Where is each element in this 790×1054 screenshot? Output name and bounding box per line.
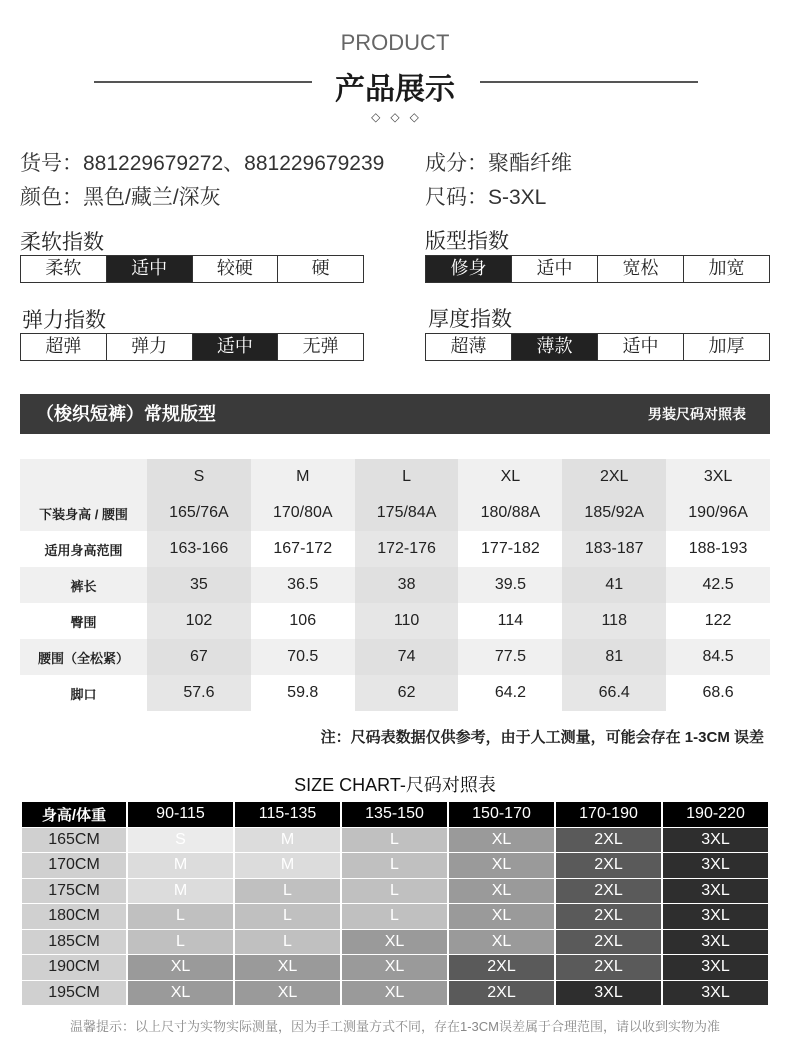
info-material: 成分：聚酯纤维 bbox=[425, 152, 572, 175]
table-row bbox=[20, 639, 770, 675]
chart-weight-header: 115-135 bbox=[235, 802, 340, 827]
chart-size-cell: XL bbox=[449, 853, 554, 878]
banner-right-text: 男装尺码对照表 bbox=[648, 406, 746, 422]
table-cell: 70.5 bbox=[251, 639, 355, 675]
chart-size-cell: 2XL bbox=[556, 904, 661, 929]
chart-size-cell: XL bbox=[128, 981, 233, 1006]
table-cell: 67 bbox=[147, 639, 251, 675]
table-cell: 77.5 bbox=[458, 639, 562, 675]
header-diamond-icons: ◇◇◇ bbox=[371, 110, 429, 124]
fit-scale bbox=[425, 255, 770, 283]
fit-option: 修身 bbox=[426, 256, 511, 282]
softness-option: 适中 bbox=[106, 256, 192, 282]
chart-row bbox=[22, 853, 768, 878]
row-label: 裤长 bbox=[20, 567, 147, 603]
chart-weight-header: 135-150 bbox=[342, 802, 447, 827]
size-column-header: M bbox=[251, 459, 355, 495]
thickness-scale bbox=[425, 333, 770, 361]
chart-size-cell: 3XL bbox=[663, 828, 768, 853]
table-cell: 163-166 bbox=[147, 531, 251, 567]
row-label: 脚口 bbox=[20, 675, 147, 711]
chart-height-label: 185CM bbox=[22, 930, 126, 955]
table-cell: 81 bbox=[562, 639, 666, 675]
chart-row bbox=[22, 879, 768, 904]
chart-size-cell: 2XL bbox=[556, 930, 661, 955]
chart-size-cell: XL bbox=[342, 930, 447, 955]
size-column-header bbox=[20, 459, 147, 495]
size-chart-title: SIZE CHART-尺码对照表 bbox=[294, 775, 496, 795]
elasticity-option: 超弹 bbox=[21, 334, 106, 360]
table-row bbox=[20, 603, 770, 639]
table-cell: 180/88A bbox=[458, 495, 562, 531]
table-cell: 175/84A bbox=[355, 495, 459, 531]
chart-size-cell: 3XL bbox=[663, 955, 768, 980]
thickness-option: 适中 bbox=[597, 334, 683, 360]
table-cell: 59.8 bbox=[251, 675, 355, 711]
chart-height-label: 195CM bbox=[22, 981, 126, 1006]
chart-size-cell: L bbox=[342, 853, 447, 878]
chart-size-cell: M bbox=[128, 853, 233, 878]
fit-title: 版型指数 bbox=[425, 230, 509, 253]
chart-size-cell: 2XL bbox=[449, 955, 554, 980]
chart-size-cell: XL bbox=[342, 955, 447, 980]
elasticity-title: 弹力指数 bbox=[22, 309, 106, 332]
size-banner bbox=[20, 394, 770, 434]
table-cell: 165/76A bbox=[147, 495, 251, 531]
chart-size-cell: XL bbox=[235, 955, 340, 980]
chart-row bbox=[22, 955, 768, 980]
chart-size-cell: XL bbox=[342, 981, 447, 1006]
chart-row bbox=[22, 930, 768, 955]
info-sku: 货号：881229679272、881229679239 bbox=[20, 152, 385, 175]
header-title: 产品展示 bbox=[335, 73, 455, 106]
table-cell: 172-176 bbox=[355, 531, 459, 567]
row-label: 适用身高范围 bbox=[20, 531, 147, 567]
thickness-title: 厚度指数 bbox=[428, 308, 512, 331]
chart-row bbox=[22, 981, 768, 1006]
banner-left-text: （梭织短裤）常规版型 bbox=[36, 404, 216, 424]
table-cell: 39.5 bbox=[458, 567, 562, 603]
chart-row bbox=[22, 828, 768, 853]
size-column-header: S bbox=[147, 459, 251, 495]
footer-tip: 温馨提示：以上尺寸为实物实际测量，因为手工测量方式不同，存在1-3CM误差属于合理范围，请以收到实物为准 bbox=[69, 1019, 720, 1034]
thickness-option: 超薄 bbox=[426, 334, 511, 360]
table-cell: 68.6 bbox=[666, 675, 770, 711]
table-cell: 64.2 bbox=[458, 675, 562, 711]
table-cell: 110 bbox=[355, 603, 459, 639]
table-cell: 102 bbox=[147, 603, 251, 639]
table-cell: 106 bbox=[251, 603, 355, 639]
info-color: 颜色：黑色/藏兰/深灰 bbox=[20, 186, 221, 209]
chart-weight-header: 170-190 bbox=[556, 802, 661, 827]
table-cell: 38 bbox=[355, 567, 459, 603]
size-column-header: 3XL bbox=[666, 459, 770, 495]
chart-size-cell: L bbox=[342, 879, 447, 904]
row-label: 腰围（全松紧） bbox=[20, 639, 147, 675]
table-cell: 74 bbox=[355, 639, 459, 675]
chart-row bbox=[22, 904, 768, 929]
size-measurement-table bbox=[20, 459, 770, 711]
chart-size-cell: L bbox=[235, 930, 340, 955]
table-cell: 114 bbox=[458, 603, 562, 639]
chart-size-cell: XL bbox=[449, 904, 554, 929]
chart-size-cell: L bbox=[235, 904, 340, 929]
chart-size-cell: 2XL bbox=[556, 828, 661, 853]
table-cell: 36.5 bbox=[251, 567, 355, 603]
chart-size-cell: M bbox=[235, 828, 340, 853]
chart-size-cell: XL bbox=[128, 955, 233, 980]
table-cell: 66.4 bbox=[562, 675, 666, 711]
table-cell: 84.5 bbox=[666, 639, 770, 675]
chart-height-label: 180CM bbox=[22, 904, 126, 929]
header-english: PRODUCT bbox=[340, 30, 450, 55]
chart-size-cell: L bbox=[128, 930, 233, 955]
fit-option: 宽松 bbox=[597, 256, 683, 282]
chart-size-cell: XL bbox=[449, 828, 554, 853]
table-row bbox=[20, 531, 770, 567]
softness-option: 硬 bbox=[277, 256, 363, 282]
table-cell: 41 bbox=[562, 567, 666, 603]
chart-size-cell: 3XL bbox=[663, 930, 768, 955]
softness-title: 柔软指数 bbox=[20, 231, 104, 254]
table-cell: 185/92A bbox=[562, 495, 666, 531]
chart-size-cell: L bbox=[128, 904, 233, 929]
chart-height-label: 190CM bbox=[22, 955, 126, 980]
table-cell: 122 bbox=[666, 603, 770, 639]
softness-scale bbox=[20, 255, 364, 283]
chart-weight-header: 190-220 bbox=[663, 802, 768, 827]
chart-height-label: 175CM bbox=[22, 879, 126, 904]
chart-size-cell: M bbox=[128, 879, 233, 904]
table-cell: 35 bbox=[147, 567, 251, 603]
chart-size-cell: 2XL bbox=[556, 879, 661, 904]
chart-weight-header: 150-170 bbox=[449, 802, 554, 827]
elasticity-option: 适中 bbox=[192, 334, 278, 360]
size-column-header: 2XL bbox=[562, 459, 666, 495]
table-cell: 167-172 bbox=[251, 531, 355, 567]
table-row bbox=[20, 495, 770, 531]
table-row bbox=[20, 567, 770, 603]
chart-size-cell: 3XL bbox=[556, 981, 661, 1006]
fit-option: 加宽 bbox=[683, 256, 769, 282]
table-cell: 177-182 bbox=[458, 531, 562, 567]
chart-size-cell: L bbox=[342, 904, 447, 929]
table-cell: 183-187 bbox=[562, 531, 666, 567]
table-row bbox=[20, 675, 770, 711]
table-cell: 190/96A bbox=[666, 495, 770, 531]
chart-size-cell: L bbox=[342, 828, 447, 853]
row-label: 臀围 bbox=[20, 603, 147, 639]
row-label: 下装身高 / 腰围 bbox=[20, 495, 147, 531]
chart-height-label: 170CM bbox=[22, 853, 126, 878]
chart-size-cell: 2XL bbox=[556, 853, 661, 878]
chart-size-cell: S bbox=[128, 828, 233, 853]
thickness-option: 加厚 bbox=[683, 334, 769, 360]
softness-option: 柔软 bbox=[21, 256, 106, 282]
chart-size-cell: M bbox=[235, 853, 340, 878]
fit-option: 适中 bbox=[511, 256, 597, 282]
chart-corner-header: 身高/体重 bbox=[22, 802, 126, 827]
chart-size-cell: 3XL bbox=[663, 981, 768, 1006]
chart-size-cell: 2XL bbox=[556, 955, 661, 980]
elasticity-option: 弹力 bbox=[106, 334, 192, 360]
chart-size-cell: XL bbox=[449, 879, 554, 904]
size-column-header: XL bbox=[458, 459, 562, 495]
table-cell: 42.5 bbox=[666, 567, 770, 603]
chart-size-cell: 2XL bbox=[449, 981, 554, 1006]
size-column-header: L bbox=[355, 459, 459, 495]
table-cell: 188-193 bbox=[666, 531, 770, 567]
chart-size-cell: 3XL bbox=[663, 853, 768, 878]
chart-height-label: 165CM bbox=[22, 828, 126, 853]
table-cell: 118 bbox=[562, 603, 666, 639]
softness-option: 较硬 bbox=[192, 256, 278, 282]
table-cell: 57.6 bbox=[147, 675, 251, 711]
size-chart-table bbox=[20, 801, 770, 1006]
info-size: 尺码：S-3XL bbox=[425, 186, 547, 209]
chart-size-cell: 3XL bbox=[663, 879, 768, 904]
table-cell: 170/80A bbox=[251, 495, 355, 531]
elasticity-scale bbox=[20, 333, 364, 361]
chart-size-cell: XL bbox=[235, 981, 340, 1006]
chart-weight-header: 90-115 bbox=[128, 802, 233, 827]
chart-size-cell: L bbox=[235, 879, 340, 904]
elasticity-option: 无弹 bbox=[277, 334, 363, 360]
thickness-option: 薄款 bbox=[511, 334, 597, 360]
table-cell: 62 bbox=[355, 675, 459, 711]
measurement-note: 注：尺码表数据仅供参考，由于人工测量，可能会存在 1-3CM 误差 bbox=[320, 729, 764, 746]
chart-size-cell: 3XL bbox=[663, 904, 768, 929]
chart-size-cell: XL bbox=[449, 930, 554, 955]
